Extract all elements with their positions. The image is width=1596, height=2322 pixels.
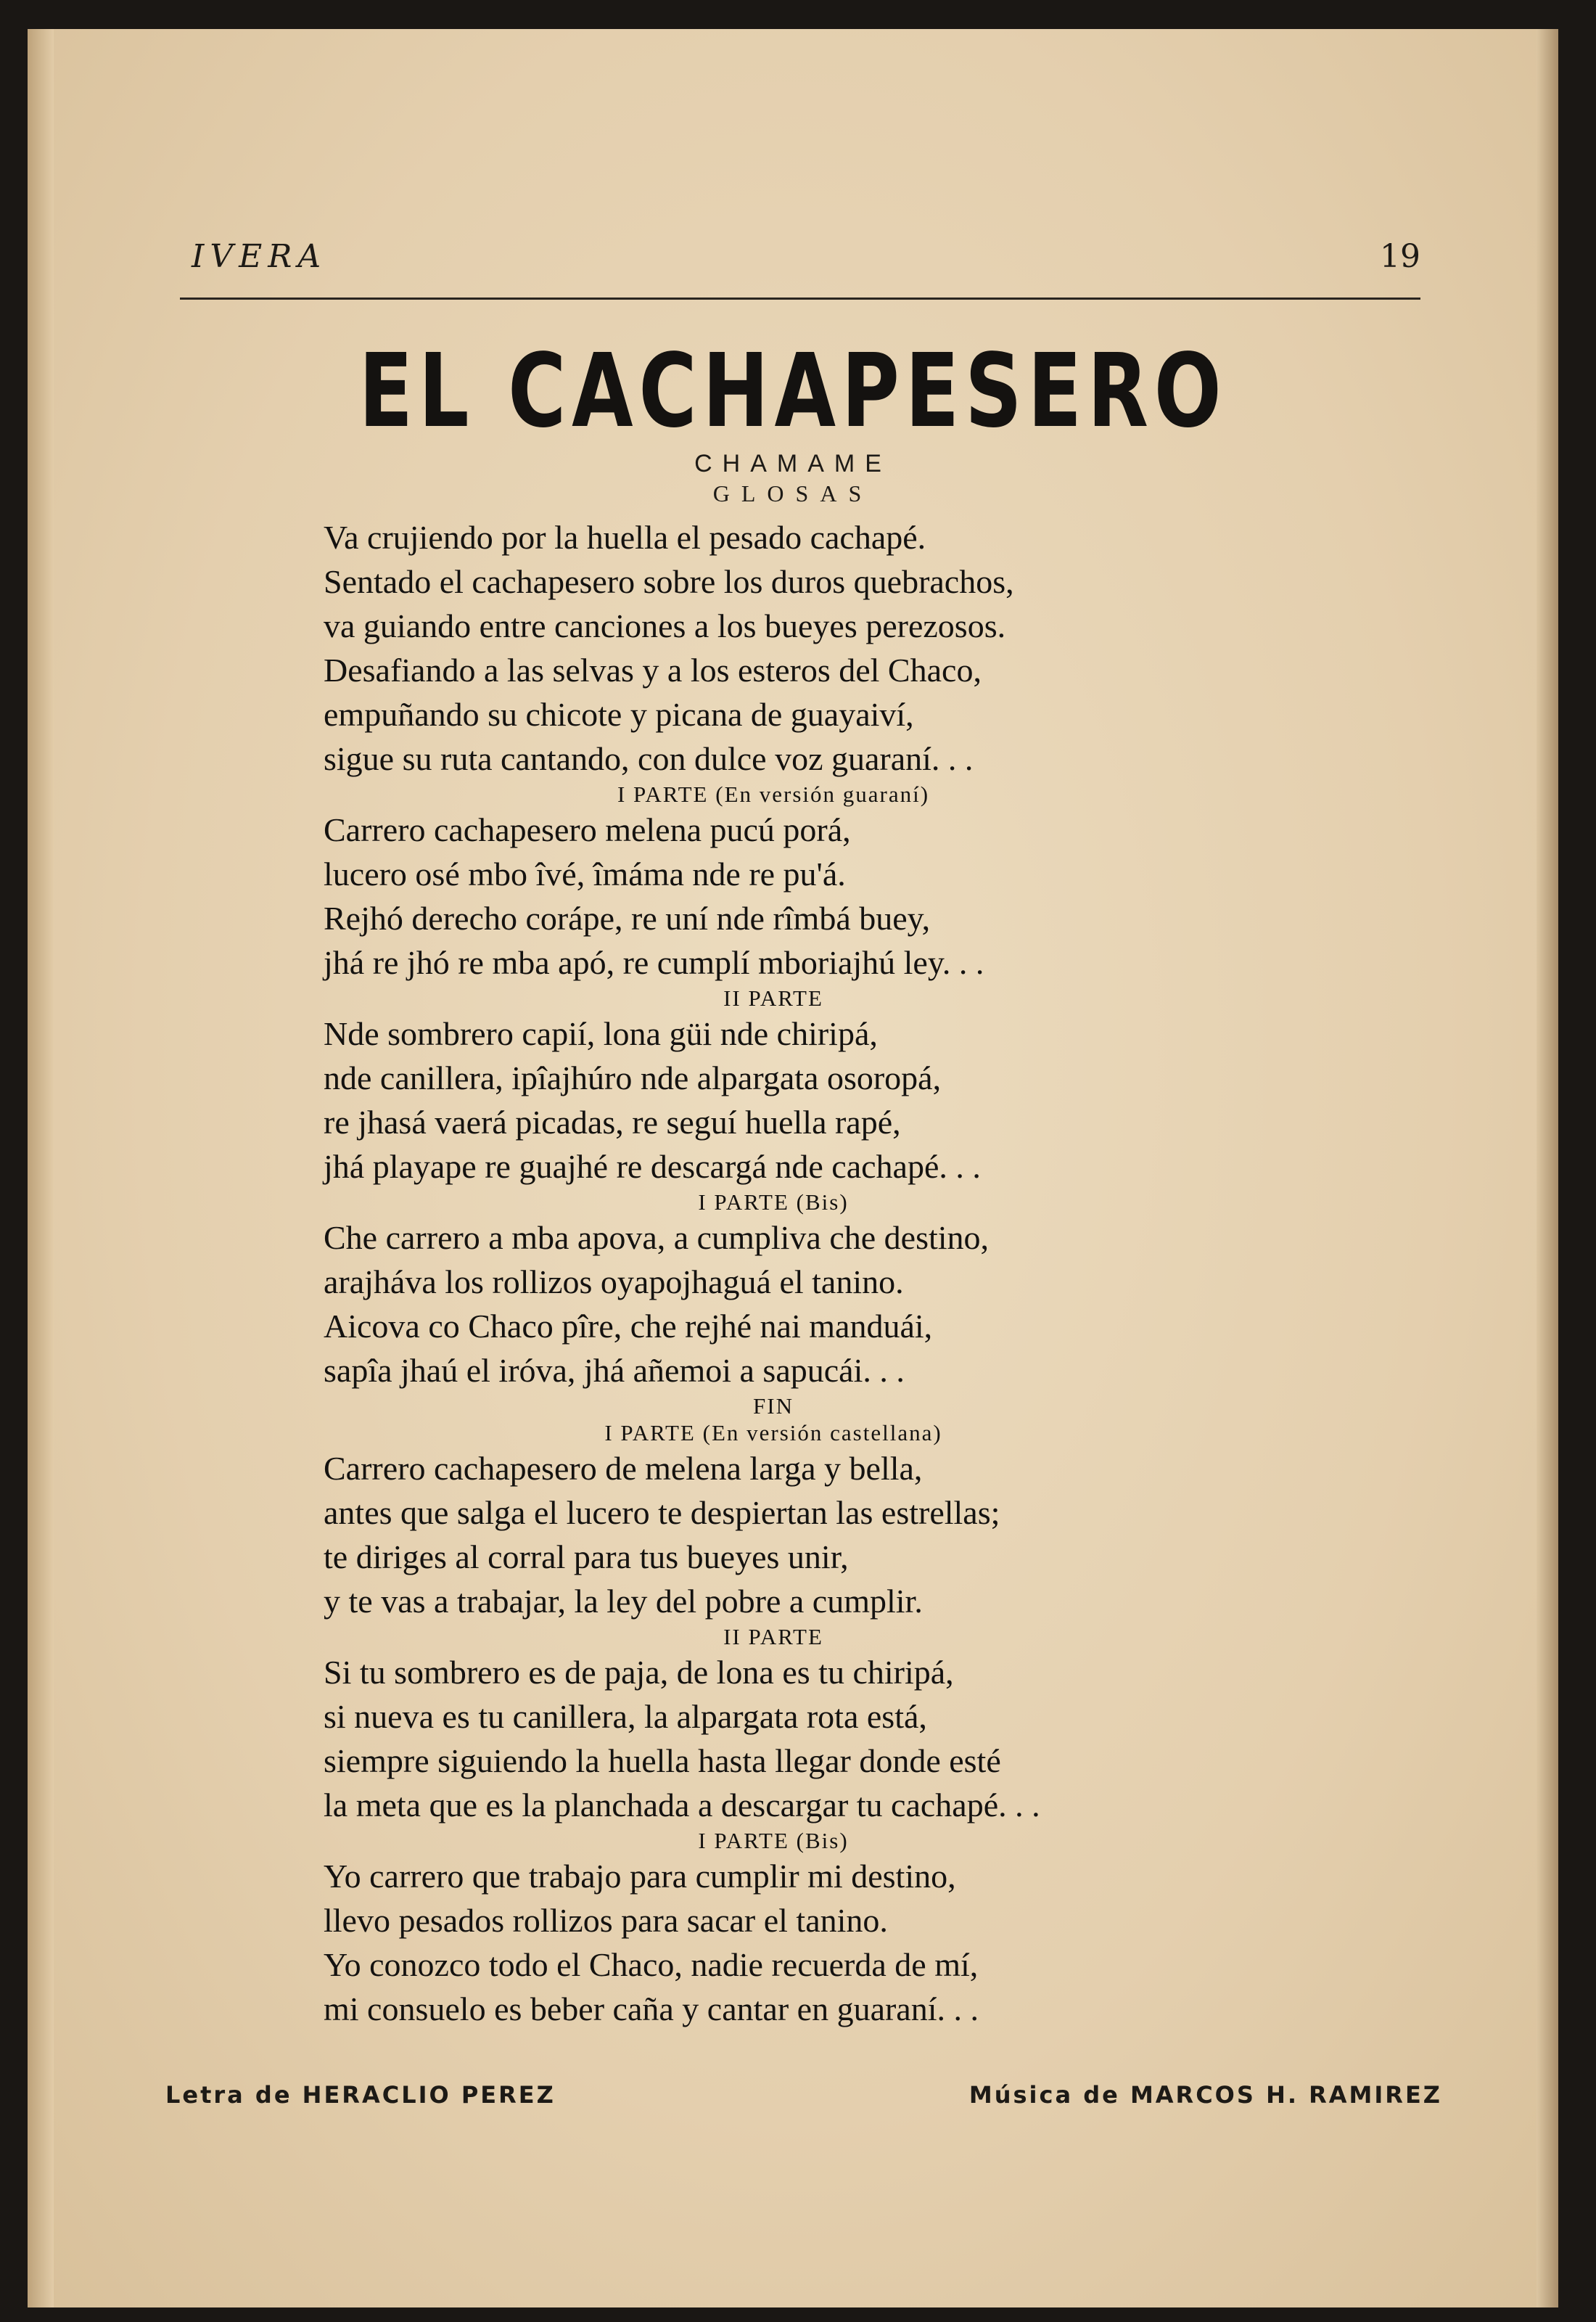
lyricist-credit: Letra de HERACLIO PEREZ: [165, 2081, 556, 2109]
verse-line: empuñando su chicote y picana de guayaiví,: [324, 696, 914, 733]
verse-line: Yo conozco todo el Chaco, nadie recuerda de mí,: [324, 1946, 979, 1983]
verse-line: sapîa jhaú el iróva, jhá añemoi a sapucái. . .: [324, 1352, 905, 1389]
song-title: EL CACHAPESERO: [358, 332, 1227, 451]
verse-line: Yo carrero que trabajo para cumplir mi destino,: [324, 1858, 956, 1895]
verse-line: nde canillera, ipîajhúro nde alpargata osoropá,: [324, 1059, 942, 1096]
section-label: I PARTE (Bis): [698, 1828, 849, 1853]
verse-line: llevo pesados rollizos para sacar el tanino.: [324, 1902, 888, 1939]
section-label: I PARTE (En versión guaraní): [617, 781, 930, 807]
verse-line: re jhasá vaerá picadas, re seguí huella rapé,: [324, 1104, 901, 1141]
verse-line: Aicova co Chaco pîre, che rejhé nai manduái,: [324, 1308, 933, 1345]
verse-line: la meta que es la planchada a descargar tu cachapé. . .: [324, 1786, 1040, 1823]
verse-line: Carrero cachapesero melena pucú porá,: [324, 811, 851, 848]
section-label: FIN: [753, 1393, 794, 1419]
section-label: I PARTE (Bis): [698, 1189, 849, 1215]
section-label: I PARTE (En versión castellana): [604, 1420, 942, 1445]
verse-line: siempre siguiendo la huella hasta llegar donde esté: [324, 1742, 1001, 1779]
verse-line: antes que salga el lucero te despiertan las estrellas;: [324, 1494, 1000, 1531]
verse-line: jhá playape re guajhé re descargá nde cachapé. . .: [324, 1148, 981, 1185]
verse-line: si nueva es tu canillera, la alpargata rota está,: [324, 1698, 927, 1735]
verse-line: Si tu sombrero es de paja, de lona es tu chiripá,: [324, 1654, 954, 1691]
lyrics-body: [324, 515, 1397, 2031]
verse-line: Carrero cachapesero de melena larga y bella,: [324, 1450, 923, 1487]
verse-line: lucero osé mbo îvé, îmáma nde re pu'á.: [324, 856, 846, 893]
verse-line: mi consuelo es beber caña y cantar en guaraní. . .: [324, 1990, 979, 2027]
composer-credit: Música de MARCOS H. RAMIREZ: [968, 2081, 1442, 2109]
verse-line: jhá re jhó re mba apó, re cumplí mboriajhú ley. . .: [324, 944, 984, 981]
verse-line: Che carrero a mba apova, a cumpliva che destino,: [324, 1219, 990, 1256]
verse-line: arajháva los rollizos oyapojhaguá el tanino.: [324, 1263, 904, 1300]
song-form: GLOSAS: [712, 480, 873, 506]
running-head: IVERA: [192, 238, 327, 275]
verse-line: te diriges al corral para tus bueyes unir,: [324, 1538, 849, 1575]
verse-line: Rejhó derecho corápe, re uní nde rîmbá buey,: [324, 900, 931, 937]
page-gutter-shadow: [28, 29, 54, 2307]
section-label: II PARTE: [723, 1624, 823, 1649]
verse-line: Va crujiendo por la huella el pesado cachapé.: [324, 519, 926, 556]
verse-line: sigue su ruta cantando, con dulce voz guaraní. . .: [324, 740, 974, 777]
verse-line: Desafiando a las selvas y a los esteros del Chaco,: [324, 652, 982, 689]
song-genre: CHAMAME: [694, 450, 892, 477]
verse-line: Sentado el cachapesero sobre los duros quebrachos,: [324, 563, 1014, 600]
verse-line: Nde sombrero capií, lona güi nde chiripá,: [324, 1015, 878, 1052]
verse-line: va guiando entre canciones a los bueyes perezosos.: [324, 607, 1006, 644]
page-edge: [1537, 29, 1558, 2307]
header-rule: [180, 298, 1420, 300]
section-label: II PARTE: [723, 985, 823, 1011]
verse-line: y te vas a trabajar, la ley del pobre a cumplir.: [324, 1583, 923, 1620]
page-number: 19: [1380, 238, 1420, 275]
book-page: [28, 29, 1558, 2307]
